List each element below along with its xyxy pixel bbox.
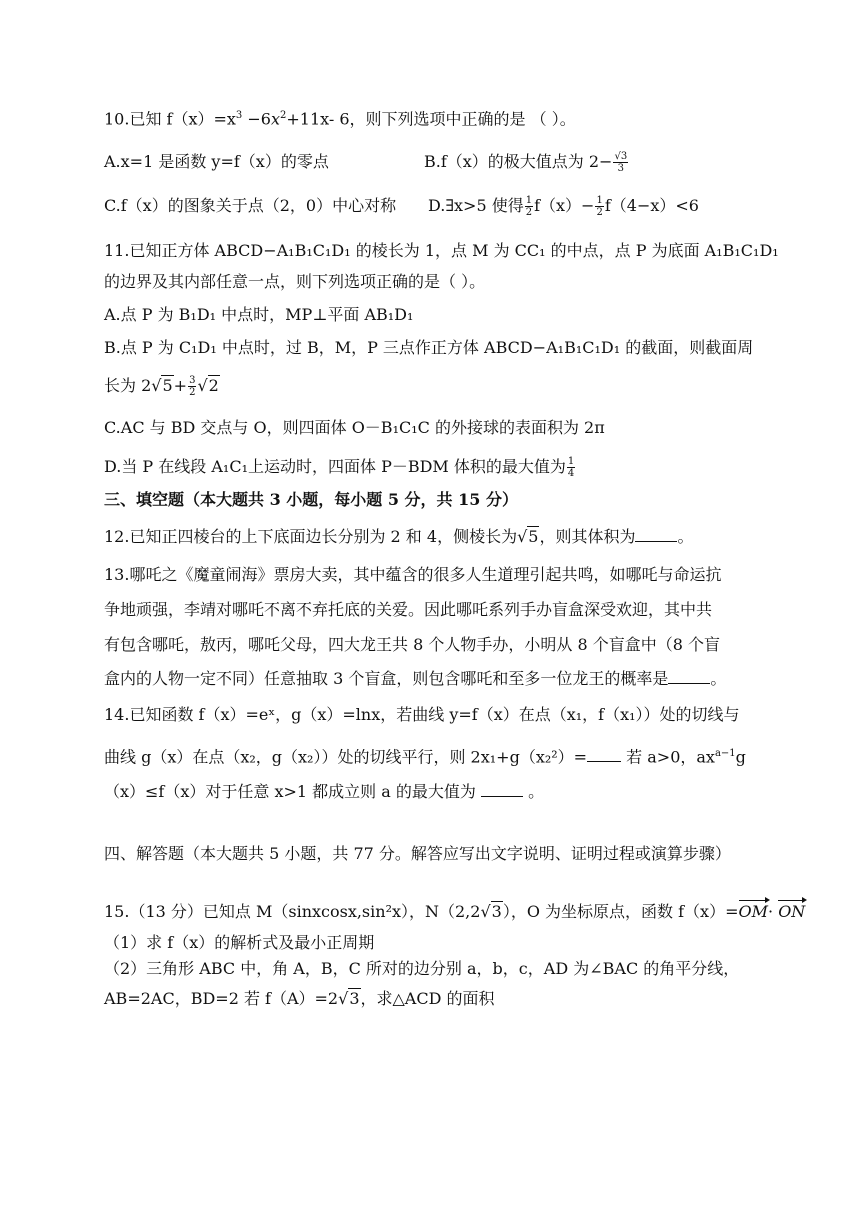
sqrt: √3 <box>480 902 502 921</box>
sqrt: √5 <box>517 527 539 546</box>
q11-option-b-line1: B.点 P 为 C₁D₁ 中点时，过 B，M，P 三点作正方体 ABCD−A₁B₁C₁D₁ 的截面，则截面周 <box>104 338 754 357</box>
answer-blank[interactable] <box>481 782 523 797</box>
q11-option-b-line2: 长为 2√5+ $\frac{3}{2}$ √2 <box>104 375 219 398</box>
sqrt: √3 <box>338 989 360 1008</box>
q12: 12.已知正四棱台的上下底面边长分别为 2 和 4，侧棱长为√5，则其体积为 。 <box>104 527 694 546</box>
q15-part2-line1: （2）三角形 ABC 中，角 A，B，C 所对的边分别 a，b，c，AD 为∠BAC 的角平分线， <box>104 959 740 978</box>
q10-stem: 10.已知 $f(x)=x^3 -6x^2+11x-$ 6，则下列选项中正确的是 （ ）。 <box>104 109 576 129</box>
q13-line4: 盒内的人物一定不同）任意抽取 3 个盲盒，则包含哪吒和至多一位龙王的概率是 。 <box>104 669 727 688</box>
q11-stem-line2: 的边界及其内部任意一点，则下列选项正确的是（ ）。 <box>104 272 486 291</box>
vector-on: ON <box>778 902 806 921</box>
fraction: $\frac{3}{2}$ <box>189 375 196 398</box>
q11-option-a: A.点 P 为 B₁D₁ 中点时，MP⊥平面 AB₁D₁ <box>104 305 414 324</box>
section-4-heading: 四、解答题（本大题共 5 小题，共 77 分。解答应写出文字说明、证明过程或演算步骤） <box>104 844 731 863</box>
fraction: $\frac{√3}{3}$ <box>614 151 628 174</box>
section-3-heading: 三、填空题（本大题共 3 小题，每小题 5 分，共 15 分） <box>104 490 518 509</box>
q15-part2-line2: AB=2AC，BD=2 若 f（A）=2√3，求△ACD 的面积 <box>104 989 495 1008</box>
q11-stem-line1: 11.已知正方体 ABCD−A₁B₁C₁D₁ 的棱长为 1，点 M 为 CC₁ 的中点，点 P 为底面 A₁B₁C₁D₁ <box>104 241 779 260</box>
q14-line1: 14.已知函数 f（x）=eˣ，g（x）=lnx，若曲线 y=f（x）在点（x₁，f（x₁））处的切线与 <box>104 705 740 724</box>
q11-option-d: D.当 P 在线段 A₁C₁上运动时，四面体 P－BDM 体积的最大值为 $\frac{1}{4}$ <box>104 456 575 479</box>
answer-blank[interactable] <box>668 669 710 684</box>
q14-line2: 曲线 g（x）在点（x₂，g（x₂））处的切线平行，则 2x₁+g（x₂²）= 若 a>0，$ax^{a-1}g$ <box>104 747 746 767</box>
q14-line3: （x）≤f（x）对于任意 x>1 都成立则 a 的最大值为 。 <box>104 782 545 801</box>
answer-blank[interactable] <box>635 527 677 542</box>
fraction: $\frac{1}{4}$ <box>567 456 575 479</box>
q11-option-c: C.AC 与 BD 交点与 O，则四面体 O－B₁C₁C 的外接球的表面积为 2π <box>104 418 605 437</box>
q15-part1: （1）求 f（x）的解析式及最小正周期 <box>104 933 375 952</box>
q15-line1: 15.（13 分）已知点 M（sinxcosx,sin²x），N（2,2√3），O 为坐标原点，函数 f（x）=OM· ON <box>104 902 806 921</box>
answer-blank[interactable] <box>587 747 621 762</box>
q10-option-b: B.f（x）的极大值点为 2− $\frac{√3}{3}$ <box>424 151 628 174</box>
fraction: $\frac{1}{2}$ <box>525 195 533 218</box>
fraction: $\frac{1}{2}$ <box>596 195 603 218</box>
q13-line2: 争地顽强，李靖对哪吒不离不弃托底的关爱。因此哪吒系列手办盲盒深受欢迎，其中共 <box>104 600 713 619</box>
vector-om: OM <box>738 902 768 921</box>
q10-option-c: C.f（x）的图象关于点（2，0）中心对称 <box>104 196 397 215</box>
q10-option-d: D.∃x>5 使得 $\frac{1}{2}$ f（x）− $\frac{1}{2}$ f（4−x）<6 <box>428 195 699 218</box>
q13-line3: 有包含哪吒，敖丙，哪吒父母，四大龙王共 8 个人物手办，小明从 8 个盲盒中（8 个盲 <box>104 635 720 654</box>
sqrt: √2 <box>197 376 219 395</box>
sqrt: √5 <box>151 376 173 395</box>
q10-option-a: A.x=1 是函数 y=f（x）的零点 <box>104 152 329 171</box>
q13-line1: 13.哪吒之《魔童闹海》票房大卖，其中蕴含的很多人生道理引起共鸣，如哪吒与命运抗 <box>104 565 722 584</box>
